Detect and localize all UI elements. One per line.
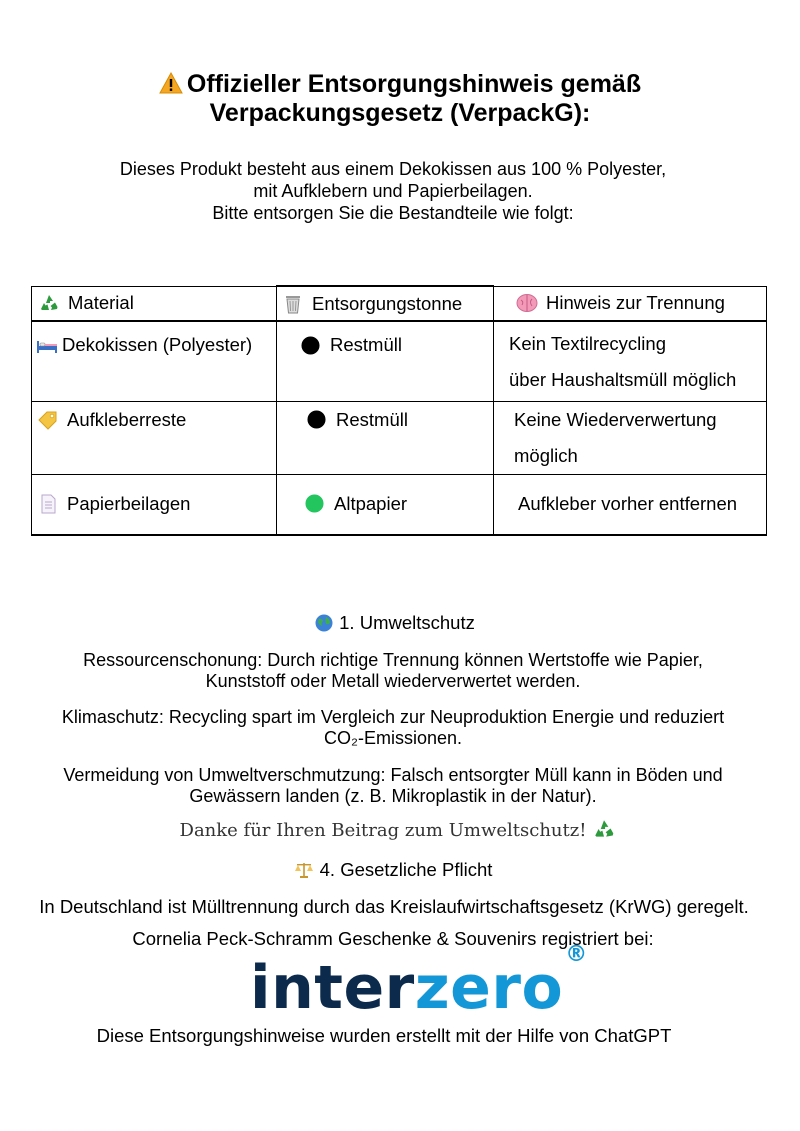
label-tag-icon [37,410,59,430]
paragraph-line: Ressourcenschonung: Durch richtige Trennung können Wertstoffe wie Papier, [83,650,703,670]
hint-line-1: Aufkleber vorher entfernen [518,492,738,514]
thanks-text [0,818,796,841]
registration-text: Cornelia Peck-Schramm Geschenke & Souvenirs registriert bei: [132,928,654,949]
environment-heading-label: 1. Umweltschutz [339,612,475,633]
hint-line-2: über Haushaltsmüll möglich [509,369,737,390]
bin-label: Altpapier [334,492,408,514]
page-title [0,70,800,128]
hint-line-2: möglich [514,444,578,466]
green-circle-icon [305,494,324,513]
intro-text [0,158,786,224]
wastebasket-icon [282,294,304,314]
law-heading [0,859,786,881]
intro-line-3: Bitte entsorgen Sie die Bestandteile wie folgt: [212,203,574,223]
bin-cell [277,321,494,401]
title-line-2: Verpackungsgesetz (VerpackG): [209,99,591,127]
table-row [32,474,767,535]
bin-label: Restmüll [330,334,402,355]
material-cell [32,321,277,401]
hint-cell [494,474,767,535]
document-icon [37,494,59,514]
hint-line-1: Keine Wiederverwertung [514,408,717,430]
header-bin-label: Entsorgungstonne [312,292,463,314]
paragraph-climate [0,707,786,749]
header-material [32,286,277,321]
paragraph-line: Vermeidung von Umweltverschmutzung: Falsch entsorgter Müll kann in Böden und [63,765,723,785]
material-label: Papierbeilagen [67,492,191,514]
globe-icon [315,614,333,632]
hint-line-1: Kein Textilrecycling [509,333,666,354]
hint-cell [494,321,767,401]
bin-cell [277,401,494,474]
table-row [32,401,767,474]
paragraph-line: Kunststoff oder Metall wiederverwertet werden. [205,671,581,691]
balance-scale-icon [294,861,314,879]
paragraph-resources [0,650,786,692]
recycle-icon [592,818,616,840]
disposal-table [31,285,767,536]
table-header-row [32,286,767,321]
paragraph-line: Klimaschutz: Recycling spart im Vergleich zur Neuproduktion Energie und reduziert [61,707,725,727]
table-row [32,321,767,401]
bed-icon [36,335,58,355]
logo-part-inter: inter [250,953,415,1023]
law-text: In Deutschland ist Mülltrennung durch das Kreislaufwirtschaftsgesetz (KrWG) geregelt. [39,896,749,917]
registered-mark: ® [565,942,588,967]
hint-cell [494,401,767,474]
black-circle-icon [307,410,326,429]
intro-line-2: mit Aufklebern und Papierbeilagen. [253,181,533,201]
title-line-1: Offizieller Entsorgungshinweis gemäß [186,70,642,98]
intro-line-1: Dieses Produkt besteht aus einem Dekokissen aus 100 % Polyester, [119,159,667,179]
header-bin [277,286,494,321]
paragraph-line: Gewässern landen (z. B. Mikroplastik in der Natur). [189,786,597,806]
material-cell [32,401,277,474]
warning-icon [159,72,183,94]
thanks-label: Danke für Ihren Beitrag zum Umweltschutz! [179,820,587,841]
logo-part-zero: zero [414,953,564,1023]
credit-text: Diese Entsorgungshinweise wurden erstellt mit der Hilfe von ChatGPT [96,1025,672,1046]
paragraph-line: CO₂-Emissionen. [323,728,463,748]
interzero-logo [250,942,588,1023]
material-label: Dekokissen (Polyester) [62,334,253,355]
bin-cell [277,474,494,535]
header-material-label: Material [68,292,134,314]
material-label: Aufkleberreste [67,408,187,430]
header-hint [494,286,767,321]
bin-label: Restmüll [336,408,408,430]
law-heading-label: 4. Gesetzliche Pflicht [319,859,493,880]
material-cell [32,474,277,535]
brain-icon [516,293,538,313]
recycle-icon [38,293,60,313]
environment-heading [0,612,790,634]
black-circle-icon [301,336,320,355]
header-hint-label: Hinweis zur Trennung [546,292,725,314]
paragraph-pollution [0,765,786,807]
